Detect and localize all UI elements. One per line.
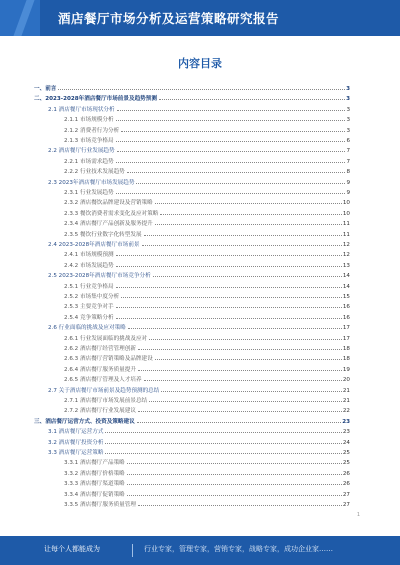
toc-entry[interactable] bbox=[64, 363, 350, 373]
toc-entry-page: 12 bbox=[342, 252, 350, 259]
toc-leader-dots bbox=[127, 172, 346, 173]
toc-entry[interactable] bbox=[34, 92, 350, 102]
toc-entry[interactable] bbox=[64, 207, 350, 217]
toc-leader-dots bbox=[155, 203, 342, 204]
toc-entry[interactable] bbox=[48, 321, 350, 331]
toc-entry-page: 25 bbox=[342, 450, 350, 456]
toc-entry-page: 16 bbox=[342, 314, 350, 321]
toc-entry-page: 3 bbox=[346, 127, 350, 134]
toc-entry[interactable] bbox=[48, 103, 350, 113]
toc-entry[interactable] bbox=[64, 498, 350, 508]
toc-entry-label: 2.6.4 酒店餐厅服务质量提升 bbox=[64, 366, 136, 373]
toc-leader-dots bbox=[116, 318, 342, 319]
toc-entry[interactable] bbox=[34, 82, 350, 92]
toc-entry[interactable] bbox=[64, 404, 350, 414]
toc-leader-dots bbox=[138, 370, 342, 371]
toc-entry-page: 17 bbox=[342, 325, 350, 332]
toc-leader-dots bbox=[142, 245, 342, 246]
toc-leader-dots bbox=[127, 484, 342, 485]
toc-entry[interactable] bbox=[64, 477, 350, 487]
toc-leader-dots bbox=[116, 141, 346, 142]
table-of-contents bbox=[34, 82, 354, 512]
toc-entry-page: 25 bbox=[342, 460, 350, 467]
toc-entry-page: 24 bbox=[342, 439, 350, 446]
toc-entry-label: 2.3.1 行业发展趋势 bbox=[64, 190, 114, 196]
toc-entry-label: 3.3.5 酒店餐厅服务质量管理 bbox=[64, 502, 136, 508]
footer-slogan-right: 行业专家，管理专家，营销专家，战略专家，成功企业家…… bbox=[144, 545, 333, 553]
toc-leader-dots bbox=[127, 495, 342, 496]
toc-entry-page: 6 bbox=[346, 138, 350, 144]
toc-entry-label: 2.3 2023年酒店餐厅市场发展趋势 bbox=[48, 179, 135, 186]
toc-entry-label: 2.1 酒店餐厅市场现状分析 bbox=[48, 106, 115, 113]
toc-leader-dots bbox=[155, 224, 342, 225]
toc-entry-page: 23 bbox=[342, 418, 350, 425]
toc-entry[interactable] bbox=[48, 238, 350, 248]
toc-entry[interactable] bbox=[48, 425, 350, 435]
toc-entry-label: 3.3.2 酒店餐厅价格策略 bbox=[64, 470, 125, 477]
toc-entry-label: 2.4 2023-2028年酒店餐厅市场前景 bbox=[48, 242, 140, 248]
toc-entry-page: 11 bbox=[342, 221, 350, 228]
toc-entry-label: 2.2 酒店餐厅行业发展趋势 bbox=[48, 148, 115, 155]
toc-leader-dots bbox=[138, 505, 342, 506]
toc-entry[interactable] bbox=[64, 456, 350, 466]
toc-entry-label: 2.5.3 主要竞争对手 bbox=[64, 304, 114, 311]
toc-entry-page: 13 bbox=[342, 262, 350, 269]
toc-entry-label: 3.2 酒店餐厅投资分析 bbox=[48, 439, 104, 446]
toc-entry[interactable] bbox=[48, 144, 350, 154]
toc-leader-dots bbox=[121, 131, 345, 132]
toc-leader-dots bbox=[127, 474, 342, 475]
toc-entry-page: 3 bbox=[346, 96, 350, 103]
toc-entry-label: 2.6 行业面临的挑战及应对策略 bbox=[48, 325, 126, 332]
toc-leader-dots bbox=[138, 349, 342, 350]
toc-entry[interactable] bbox=[48, 446, 350, 456]
toc-leader-dots bbox=[127, 463, 342, 464]
toc-entry-label: 2.5.2 市场集中度分析 bbox=[64, 294, 120, 300]
toc-entry[interactable] bbox=[34, 415, 350, 425]
toc-entry-label: 一、前言 bbox=[34, 86, 57, 92]
toc-entry[interactable] bbox=[64, 165, 350, 175]
toc-entry-page: 3 bbox=[346, 117, 350, 124]
toc-entry-label: 3.1 酒店餐厅运营方式 bbox=[48, 429, 104, 436]
toc-entry[interactable] bbox=[64, 259, 350, 269]
toc-entry-page: 3 bbox=[346, 106, 350, 113]
toc-entry-label: 2.6.1 行业发展面临的挑战及应对 bbox=[64, 335, 148, 342]
toc-entry-label: 三、酒店餐厅运营方式、投资及策略建议 bbox=[34, 418, 135, 425]
toc-entry[interactable] bbox=[64, 113, 350, 123]
toc-leader-dots bbox=[116, 162, 346, 163]
toc-entry-label: 2.4.2 市场发展趋势 bbox=[64, 262, 114, 269]
toc-entry-label: 2.5.4 竞争策略分析 bbox=[64, 314, 114, 321]
toc-entry-page: 9 bbox=[346, 179, 350, 186]
footer-slogan-left: 让每个人都能成为 bbox=[44, 545, 100, 553]
report-header-bar bbox=[0, 0, 400, 36]
toc-entry-page: 9 bbox=[346, 190, 350, 196]
toc-leader-dots bbox=[155, 359, 342, 360]
toc-entry-page: 21 bbox=[342, 398, 350, 404]
toc-entry-page: 21 bbox=[342, 387, 350, 394]
toc-leader-dots bbox=[116, 287, 342, 288]
footer-bar bbox=[0, 536, 400, 565]
toc-leader-dots bbox=[161, 391, 342, 392]
toc-entry-page: 16 bbox=[342, 304, 350, 311]
toc-entry[interactable] bbox=[64, 196, 350, 206]
toc-entry[interactable] bbox=[64, 248, 350, 258]
toc-entry-label: 2.6.5 酒店餐厅管理及人才培养 bbox=[64, 377, 142, 384]
toc-leader-dots bbox=[116, 193, 346, 194]
toc-leader-dots bbox=[121, 297, 342, 298]
toc-leader-dots bbox=[144, 380, 342, 381]
toc-entry-label: 2.3.5 餐饮行业数字化转型发展 bbox=[64, 231, 142, 238]
toc-leader-dots bbox=[128, 328, 342, 329]
toc-entry[interactable] bbox=[64, 217, 350, 227]
toc-entry[interactable] bbox=[64, 488, 350, 498]
toc-entry-page: 7 bbox=[346, 158, 350, 165]
toc-entry[interactable] bbox=[48, 384, 350, 394]
toc-entry[interactable] bbox=[64, 280, 350, 290]
toc-entry-page: 11 bbox=[342, 231, 350, 238]
toc-entry[interactable] bbox=[64, 228, 350, 238]
toc-leader-dots bbox=[144, 235, 342, 236]
toc-entry-label: 3.3 酒店餐厅运营策略 bbox=[48, 450, 104, 456]
toc-entry-label: 2.2.1 市场需求趋势 bbox=[64, 158, 114, 165]
toc-leader-dots bbox=[149, 401, 342, 402]
toc-entry[interactable] bbox=[48, 269, 350, 279]
toc-entry-page: 19 bbox=[342, 366, 350, 373]
toc-entry-label: 2.1.1 市场规模分析 bbox=[64, 117, 114, 124]
toc-entry[interactable] bbox=[64, 467, 350, 477]
toc-entry-label: 2.3.4 酒店餐厅产品创新及服务提升 bbox=[64, 221, 153, 228]
toc-leader-dots bbox=[105, 453, 341, 454]
toc-entry-page: 8 bbox=[346, 169, 350, 176]
toc-entry-label: 2.1.3 市场竞争格局 bbox=[64, 138, 114, 144]
toc-entry-page: 27 bbox=[342, 502, 350, 508]
toc-entry-page: 23 bbox=[342, 429, 350, 436]
page-number: 1 bbox=[356, 512, 360, 518]
toc-leader-dots bbox=[117, 110, 346, 111]
toc-entry-page: 10 bbox=[342, 200, 350, 207]
toc-entry-page: 20 bbox=[342, 377, 350, 384]
toc-entry[interactable] bbox=[64, 332, 350, 342]
toc-leader-dots bbox=[138, 411, 342, 412]
toc-entry-page: 18 bbox=[342, 346, 350, 352]
toc-entry-label: 2.5 2023-2028年酒店餐厅市场竞争分析 bbox=[48, 273, 151, 280]
toc-entry-label: 2.3.2 酒店餐饮品牌建设及营销策略 bbox=[64, 200, 153, 207]
toc-heading: 内容目录 bbox=[178, 57, 222, 70]
toc-entry-label: 2.6.3 酒店餐厅营销策略及品牌建设 bbox=[64, 356, 153, 363]
toc-entry-label: 3.3.1 酒店餐厅产品策略 bbox=[64, 460, 125, 467]
toc-entry-label: 二、2023-2028年酒店餐厅市场前景及趋势预测 bbox=[34, 96, 157, 103]
toc-entry[interactable] bbox=[64, 290, 350, 300]
footer-divider bbox=[132, 544, 133, 557]
report-title: 酒店餐厅市场分析及运营策略研究报告 bbox=[58, 11, 280, 26]
toc-entry-label: 2.7.2 酒店餐厅行业发展建议 bbox=[64, 408, 136, 415]
toc-entry[interactable] bbox=[48, 176, 350, 186]
toc-entry-label: 2.7 关于酒店餐厅市场前景及趋势预测的总结 bbox=[48, 387, 160, 394]
toc-entry[interactable] bbox=[64, 124, 350, 134]
toc-entry-page: 27 bbox=[342, 491, 350, 498]
toc-leader-dots bbox=[153, 276, 342, 277]
toc-leader-dots bbox=[160, 214, 342, 215]
toc-leader-dots bbox=[105, 432, 341, 433]
toc-entry-page: 26 bbox=[342, 481, 350, 488]
toc-entry-page: 17 bbox=[342, 335, 350, 342]
toc-entry-label: 2.4.1 市场规模预测 bbox=[64, 252, 114, 259]
toc-leader-dots bbox=[58, 89, 345, 90]
toc-entry[interactable] bbox=[64, 352, 350, 362]
toc-entry[interactable] bbox=[64, 311, 350, 321]
toc-entry-page: 7 bbox=[346, 148, 350, 155]
toc-entry-label: 2.1.2 消费者行为分析 bbox=[64, 127, 120, 134]
toc-leader-dots bbox=[149, 339, 342, 340]
toc-entry-label: 3.3.3 酒店餐厅渠道策略 bbox=[64, 481, 125, 488]
toc-entry-page: 10 bbox=[342, 210, 350, 217]
toc-entry[interactable] bbox=[64, 155, 350, 165]
toc-entry-label: 2.6.2 酒店餐厅经营管理创新 bbox=[64, 346, 136, 352]
toc-leader-dots bbox=[116, 255, 342, 256]
toc-leader-dots bbox=[116, 307, 342, 308]
toc-entry-page: 15 bbox=[342, 294, 350, 300]
toc-entry-label: 2.5.1 行业竞争格局 bbox=[64, 283, 114, 290]
toc-leader-dots bbox=[116, 120, 346, 121]
toc-entry-label: 3.3.4 酒店餐厅促销策略 bbox=[64, 491, 125, 498]
toc-entry-page: 26 bbox=[342, 470, 350, 477]
toc-entry-label: 2.7.1 酒店餐厅市场发展前景总结 bbox=[64, 398, 148, 404]
toc-entry[interactable] bbox=[64, 373, 350, 383]
toc-entry-page: 3 bbox=[346, 86, 350, 92]
toc-leader-dots bbox=[137, 422, 342, 423]
toc-entry-page: 12 bbox=[342, 242, 350, 248]
toc-entry-page: 14 bbox=[342, 283, 350, 290]
toc-leader-dots bbox=[136, 183, 345, 184]
toc-leader-dots bbox=[105, 443, 341, 444]
toc-entry[interactable] bbox=[64, 394, 350, 404]
toc-entry[interactable] bbox=[64, 134, 350, 144]
toc-entry-page: 22 bbox=[342, 408, 350, 415]
toc-leader-dots bbox=[117, 151, 346, 152]
toc-entry-label: 2.2.2 行业技术发展趋势 bbox=[64, 169, 125, 176]
toc-entry-page: 14 bbox=[342, 273, 350, 280]
toc-entry[interactable] bbox=[64, 300, 350, 310]
toc-entry[interactable] bbox=[48, 436, 350, 446]
toc-leader-dots bbox=[116, 266, 342, 267]
toc-leader-dots bbox=[159, 99, 345, 100]
toc-entry[interactable] bbox=[64, 342, 350, 352]
toc-entry[interactable] bbox=[64, 186, 350, 196]
toc-entry-page: 18 bbox=[342, 356, 350, 363]
toc-entry-label: 2.3.3 餐饮消费者需求变化及应对策略 bbox=[64, 210, 159, 217]
